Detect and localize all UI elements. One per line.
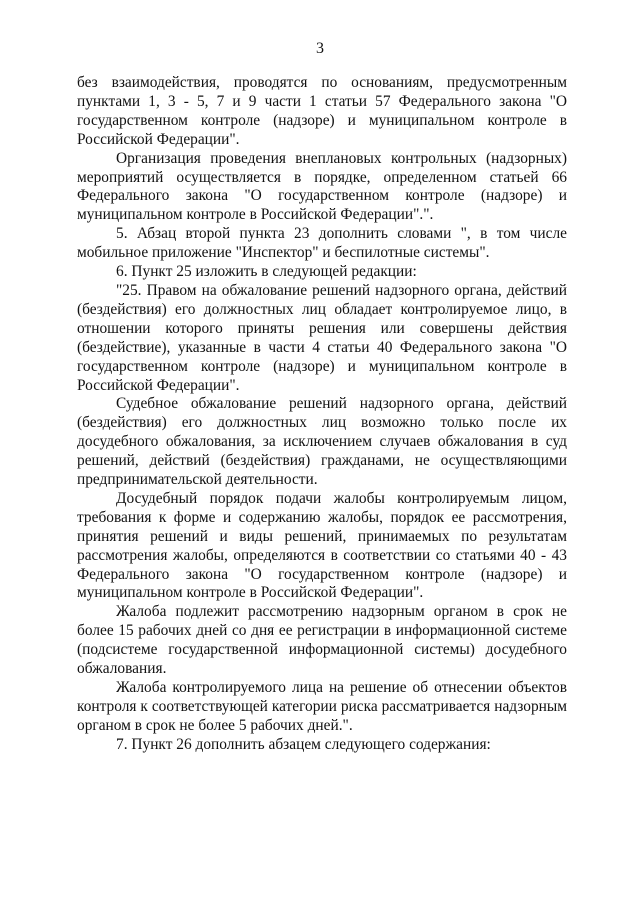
paragraph-item-7: 7. Пункт 26 дополнить абзацем следующего содержания: [116,735,491,753]
paragraph-complaint-term: Жалоба подлежит рассмотрению надзорным органом в срок не более 15 рабочих дней со дня ее регистрации в информационной системе (подсистеме государственной информационной системы) досудебного обжалования. [77,603,567,678]
paragraph-judicial-appeal: Судебное обжалование решений надзорного органа, действий (бездействия) его должностных лиц возможно только после их досудебного обжалования, за исключением случаев обжалования в суд решений, действий (бездействия) гражданами, не осуществляющими предпринимательской деятельности. [77,395,567,489]
paragraph-item-5: 5. Абзац второй пункта 23 дополнить словами ", в том числе мобильное приложение "Инспектор" и беспилотные системы". [77,225,567,262]
page-number: 3 [316,40,324,57]
paragraph-risk-category-complaint: Жалоба контролируемого лица на решение об отнесении объектов контроля к соответствующей категории риска рассматривается надзорным органом в срок не более 5 рабочих дней.". [77,679,567,734]
paragraph-continuation: без взаимодействия, проводятся по основаниям, предусмотренным пунктами 1, 3 - 5, 7 и 9 части 1 статьи 57 Федерального закона "О государственном контроле (надзоре) и муниципальном контроле в Российской Федерации". [77,74,567,148]
paragraph-clause-25: "25. Правом на обжалование решений надзорного органа, действий (бездействия) его должностных лиц обладает контролируемое лицо, в отношении которого приняты решения или совершены действия (бездействие), указанные в части 4 статьи 40 Федерального закона "О государственном контроле (надзоре) и муниципальном контроле в Российской Федерации". [77,281,567,394]
document-body [77,74,567,755]
paragraph-item-6: 6. Пункт 25 изложить в следующей редакции: [116,263,417,281]
paragraph-pretrial-procedure: Досудебный порядок подачи жалобы контролируемым лицом, требования к форме и содержанию жалобы, порядок ее рассмотрения, принятия решений и виды решений, принимаемых по результатам рассмотрения жалобы, определяются в соответствии со статьями 40 - 43 Федерального закона "О государственном контроле (надзоре) и муниципальном контроле в Российской Федерации". [77,489,567,602]
paragraph-unscheduled-events: Организация проведения внеплановых контрольных (надзорных) мероприятий осуществляется в порядке, определенном статьей 66 Федерального закона "О государственном контроле (надзоре) и муниципальном контроле в Российской Федерации".". [77,149,567,224]
